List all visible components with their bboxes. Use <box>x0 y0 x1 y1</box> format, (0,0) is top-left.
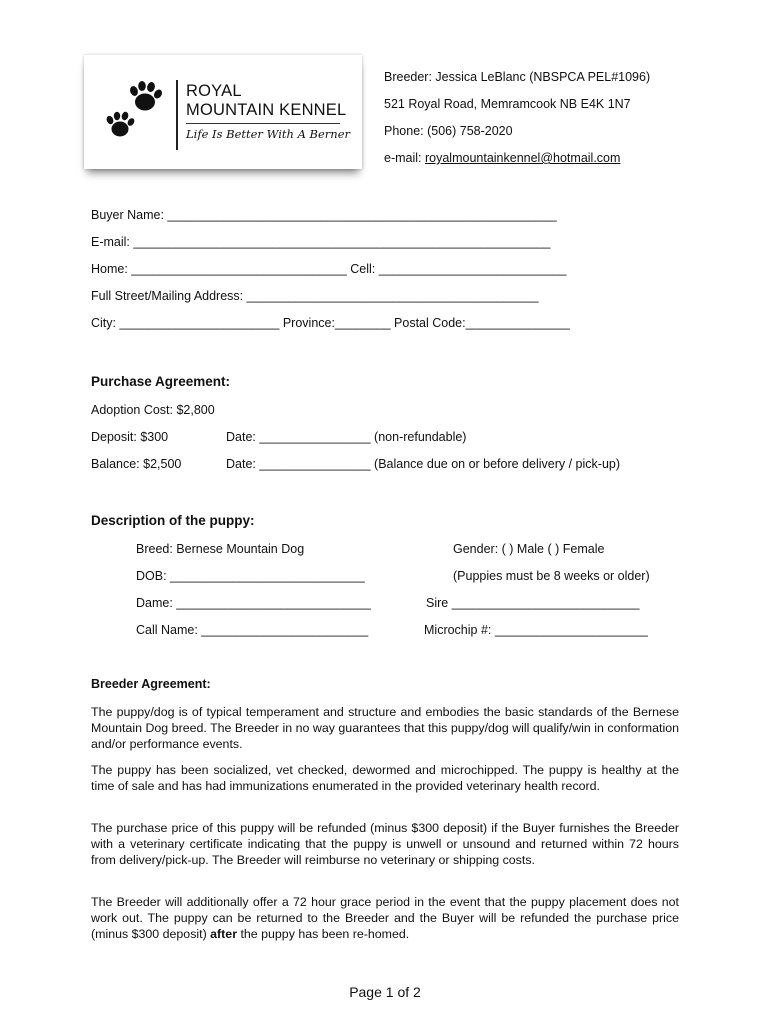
puppy-breed: Breed: Bernese Mountain Dog <box>136 542 305 556</box>
puppy-gender-field[interactable]: Gender: ( ) Male ( ) Female <box>453 542 605 556</box>
balance-date-field[interactable]: Date: ________________ (Balance due on or before delivery / pick-up) <box>226 457 621 471</box>
adoption-cost: Adoption Cost: $2,800 <box>91 403 215 417</box>
breeder-address: 521 Royal Road, Memramcook NB E4K 1N7 <box>384 97 631 111</box>
buyer-address-field[interactable]: Full Street/Mailing Address: __________________________________________ <box>91 289 539 303</box>
agreement-paragraph-4-text: The Breeder will additionally offer a 72 hour grace period in the event that the puppy placement does not work out. The puppy can be returned to the Breeder and the Buyer will be refunded the purchase price (minus $300 deposit) <box>91 895 679 941</box>
paw-prints-icon <box>100 78 170 148</box>
email-link[interactable]: royalmountainkennel@hotmail.com <box>424 151 621 165</box>
logo-brand-line2: MOUNTAIN KENNEL <box>186 101 347 119</box>
agreement-paragraph-2: The puppy has been socialized, vet checked, dewormed and microchipped. The puppy is healthy at the time of sale and has had immunizations enumerated in the provided veterinary health record. <box>91 763 679 793</box>
purchase-agreement-heading: Purchase Agreement: <box>91 374 231 389</box>
puppy-call-name-field[interactable]: Call Name: ________________________ <box>136 623 369 637</box>
breeder-email-line <box>384 150 620 166</box>
puppy-dame-field[interactable]: Dame: ____________________________ <box>136 596 371 610</box>
logo-brand-line1: ROYAL <box>186 82 242 100</box>
agreement-paragraph-3: The purchase price of this puppy will be refunded (minus $300 deposit) if the Buyer furnishes the Breeder with a veterinary certificate indicating that the puppy is unwell or unsound and returned within 72 hours from delivery/pick-up. The Breeder will reimburse no veterinary or shipping costs. <box>91 821 679 867</box>
deposit-date-field[interactable]: Date: ________________ (non-refundable) <box>226 430 467 444</box>
deposit-amount: Deposit: $300 <box>91 430 169 444</box>
buyer-name-field[interactable]: Buyer Name: ________________________________________________________ <box>91 208 557 222</box>
agreement-paragraph-1: The puppy/dog is of typical temperament and structure and embodies the basic standards of the Bernese Mountain Dog breed. The Breeder in no way guarantees that this puppy/dog will qualify/win in conformation and/or performance events. <box>91 705 679 751</box>
email-label: e-mail: <box>384 151 425 165</box>
puppy-sire-field[interactable]: Sire ___________________________ <box>426 596 640 610</box>
puppy-dob-field[interactable]: DOB: ____________________________ <box>136 569 365 583</box>
agreement-paragraph-4-emphasis: after <box>210 927 238 941</box>
puppy-description-heading: Description of the puppy: <box>91 513 255 528</box>
puppy-microchip-field[interactable]: Microchip #: ______________________ <box>424 623 648 637</box>
breeder-phone: Phone: (506) 758-2020 <box>384 124 513 138</box>
agreement-paragraph-4 <box>91 894 679 942</box>
buyer-email-field[interactable]: E-mail: ____________________________________________________________ <box>91 235 551 249</box>
buyer-city-fields[interactable]: City: _______________________ Province:________ Postal Code:_______________ <box>91 316 570 330</box>
logo-divider <box>176 80 178 150</box>
puppy-age-note: (Puppies must be 8 weeks or older) <box>453 569 650 583</box>
balance-amount: Balance: $2,500 <box>91 457 182 471</box>
agreement-paragraph-4-end: the puppy has been re-homed. <box>237 927 410 941</box>
logo-rule <box>186 123 340 124</box>
page-number: Page 1 of 2 <box>349 984 421 1000</box>
breeder-name: Breeder: Jessica LeBlanc (NBSPCA PEL#1096) <box>384 70 651 84</box>
logo-tagline: Life Is Better With A Berner <box>186 127 350 141</box>
breeder-agreement-heading: Breeder Agreement: <box>91 677 211 691</box>
buyer-phone-fields[interactable]: Home: _______________________________ Cell: ___________________________ <box>91 262 567 276</box>
